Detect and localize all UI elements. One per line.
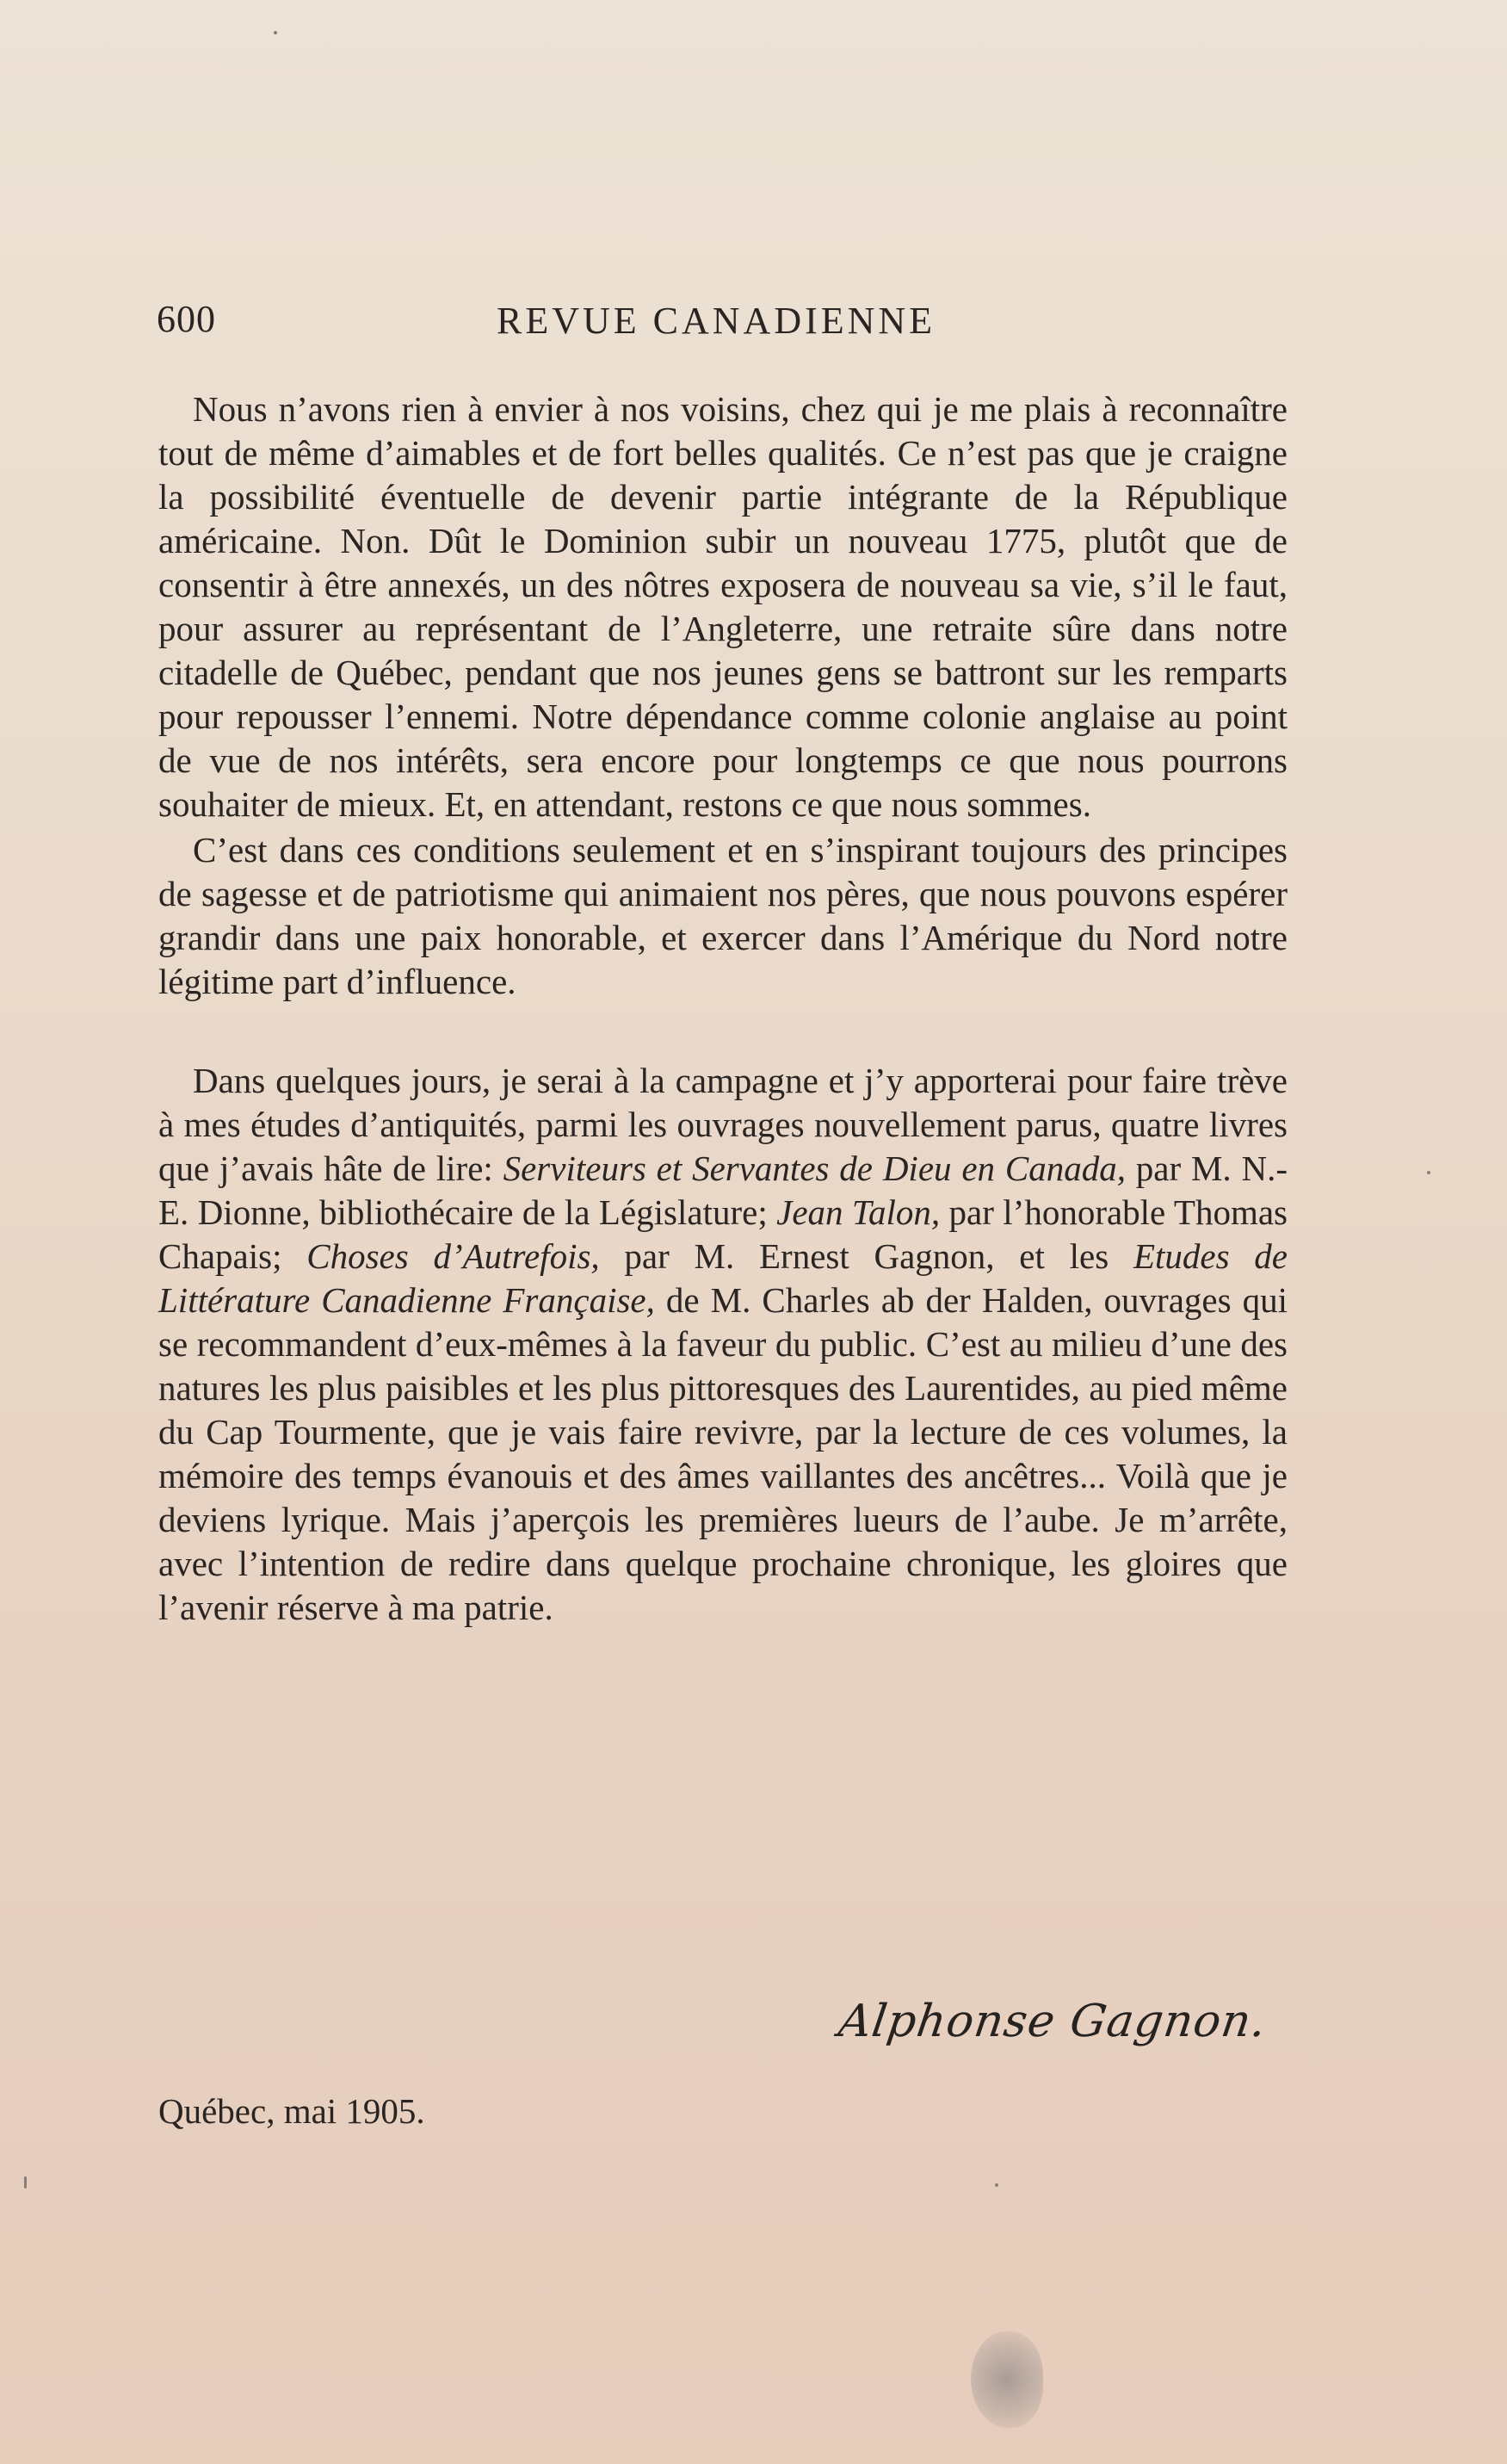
article-body xyxy=(158,387,1288,1630)
paper-speck xyxy=(24,2176,27,2189)
page-number: 600 xyxy=(157,298,216,340)
page-header xyxy=(157,297,1284,349)
text-run: Nous n’avons rien à envier à nos voisins, chez qui je me plais à reconnaître tout de même d’aimables et de fort belles qualités. Ce n’est pas que je craigne la possibilité éventuelle de devenir partie intégrante de la République américaine. Non. Dût le Dominion subir un nouveau 1775, plutôt que de consentir à être annexés, un des nôtres exposera de nouveau sa vie, s’il le faut, pour assurer au représentant de l’Angleterre, une retraite sûre dans notre citadelle de Québec, pendant que nos jeunes gens se battront sur les remparts pour repousser l’ennemi. Notre dépendance comme colonie anglaise au point de vue de nos intérêts, sera encore pour longtemps ce que nous pourrons souhaiter de mieux. Et, en attendant, restons ce que nous sommes. xyxy=(158,389,1288,824)
paper-speck xyxy=(1427,1171,1430,1174)
dateline: Québec, mai 1905. xyxy=(158,2091,425,2131)
book-title: Choses d’Autrefois, xyxy=(306,1236,600,1276)
running-title: REVUE CANADIENNE xyxy=(497,300,936,342)
text-run: par M. N.-E. Dionne, bibliothécaire de la Législature; xyxy=(158,1148,1288,1232)
paragraph xyxy=(158,828,1288,1004)
text-run: C’est dans ces conditions seulement et en s’inspirant toujours des principes de sagesse et de patriotisme qui animaient nos pères, que nous pouvons espérer grandir dans une paix honorable, et exercer dans l’Amérique du Nord notre légitime part d’influence. xyxy=(158,830,1288,1001)
text-run: par M. Ernest Gagnon, et les xyxy=(599,1236,1133,1276)
book-title: Jean Talon, xyxy=(776,1192,941,1232)
book-title: Etudes de Littérature Canadienne Française, xyxy=(158,1236,1288,1320)
book-title: Serviteurs et Servantes de Dieu en Canada, xyxy=(503,1148,1126,1188)
author-signature: Alphonse Gagnon. xyxy=(835,1996,1270,2047)
text-run: par l’honorable Thomas Chapais; xyxy=(158,1192,1288,1276)
paper-speck xyxy=(995,2183,998,2187)
paragraph xyxy=(158,387,1288,826)
text-run: Dans quelques jours, je serai à la campagne et j’y apporterai pour faire trève à mes études d’antiquités, parmi les ouvrages nouvellement parus, quatre livres que j’avais hâte de lire: xyxy=(158,1061,1288,1188)
paper-stain xyxy=(971,2331,1043,2428)
paragraph xyxy=(158,1059,1288,1630)
text-run: de M. Charles ab der Halden, ouvrages qui se recommandent d’eux-mêmes à la faveur du public. C’est au milieu d’une des natures les plus paisibles et les plus pittoresques des Laurentides, au pied même du Cap Tourmente, que je vais faire revivre, par la lecture de ces volumes, la mémoire des temps évanouis et des âmes vaillantes des ancêtres... Voilà que je deviens lyrique. Mais j’aperçois les premières lueurs de l’aube. Je m’arrête, avec l’intention de redire dans quelque prochaine chronique, les gloires que l’avenir réserve à ma patrie. xyxy=(158,1280,1288,1627)
paper-speck xyxy=(274,31,277,34)
